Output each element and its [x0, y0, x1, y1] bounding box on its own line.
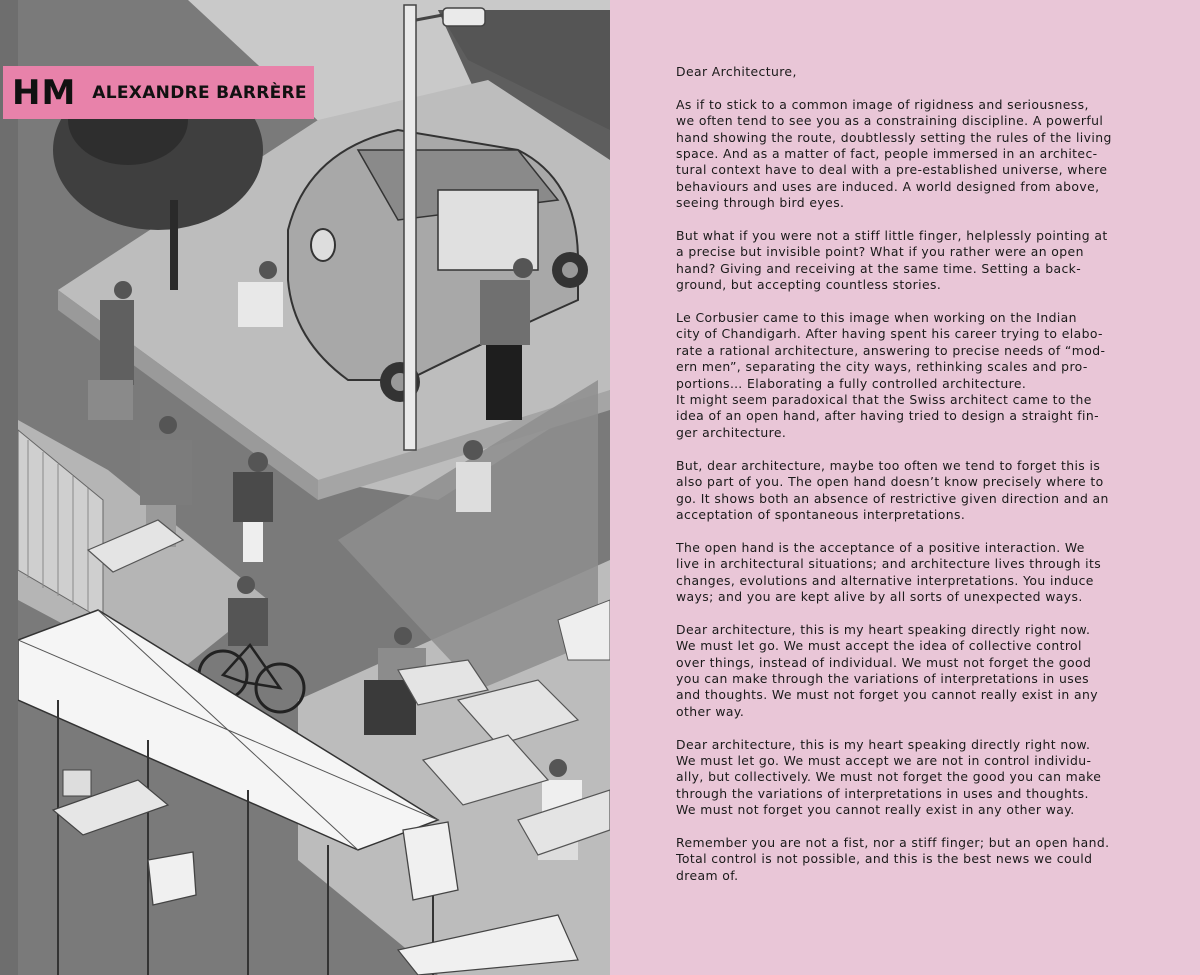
page-spine [0, 0, 18, 975]
letter-paragraph: As if to stick to a common image of rigidness and seriousness, we often tend to see you as a constraining discipline. A powerful hand showing the route, doubtlessly setting the rules of the living space. And as a matter of fact, people immersed in an architec- tural context have to deal with a pre-established universe, where behaviours and uses are induced. A world designed from above, seeing through bird eyes. [676, 96, 1112, 211]
letter-salutation: Dear Architecture, [676, 64, 797, 79]
letter-paragraph: But, dear architecture, maybe too often we tend to forget this is also part of you. The open hand doesn’t know precisely where to go. It shows both an absence of restrictive given direction and an acceptation of spontaneous interpretations. [676, 457, 1109, 522]
letter-paragraph: Dear architecture, this is my heart speaking directly right now. We must let go. We must accept we are not in control individu- ally, but collectively. We must not forget the good you can make through the variations of interpretations in uses and thoughts. We must not forget you cannot really exist in any other way. [676, 736, 1102, 818]
street-illustration [18, 0, 610, 975]
letter-paragraph: But what if you were not a stiff little finger, helplessly pointing at a precise but invisible point? What if you rather were an open hand? Giving and receiving at the same time. Setting a back- ground, but accepting countless stories. [676, 228, 1108, 293]
letter-paragraph: Dear architecture, this is my heart speaking directly right now. We must let go. We must accept the idea of collective control over things, instead of individual. We must not forget the good you can make through the variations of interpretations in uses and thoughts. We must not forget you cannot really exist in any other way. [676, 621, 1098, 719]
author-name: ALEXANDRE BARRÈRE [92, 82, 307, 103]
letter-paragraph: Le Corbusier came to this image when working on the Indian city of Chandigarh. After having spent his career trying to elabo- rate a rational architecture, answering to precise needs of “mod- ern men”, separating the city ways, rethinking scales and pro- portions… Elaborating a fully controlled architecture. It might seem paradoxical that the Swiss architect came to the idea of an open hand, after having tried to design a straight fin- ger architecture. [676, 310, 1106, 440]
isometric-street-scene [18, 0, 610, 975]
author-badge [3, 66, 314, 119]
letter-paragraph: The open hand is the acceptance of a positive interaction. We live in architectural situations; and architecture lives through its changes, evolutions and alternative interpretations. You induce ways; and you are kept alive by all sorts of unexpected ways. [676, 539, 1102, 604]
letter-text [676, 64, 1146, 901]
letter-paragraph: Remember you are not a fist, nor a stiff finger; but an open hand. Total control is not possible, and this is the best news we could dream of. [676, 834, 1110, 883]
badge-initials: HM [12, 72, 77, 113]
